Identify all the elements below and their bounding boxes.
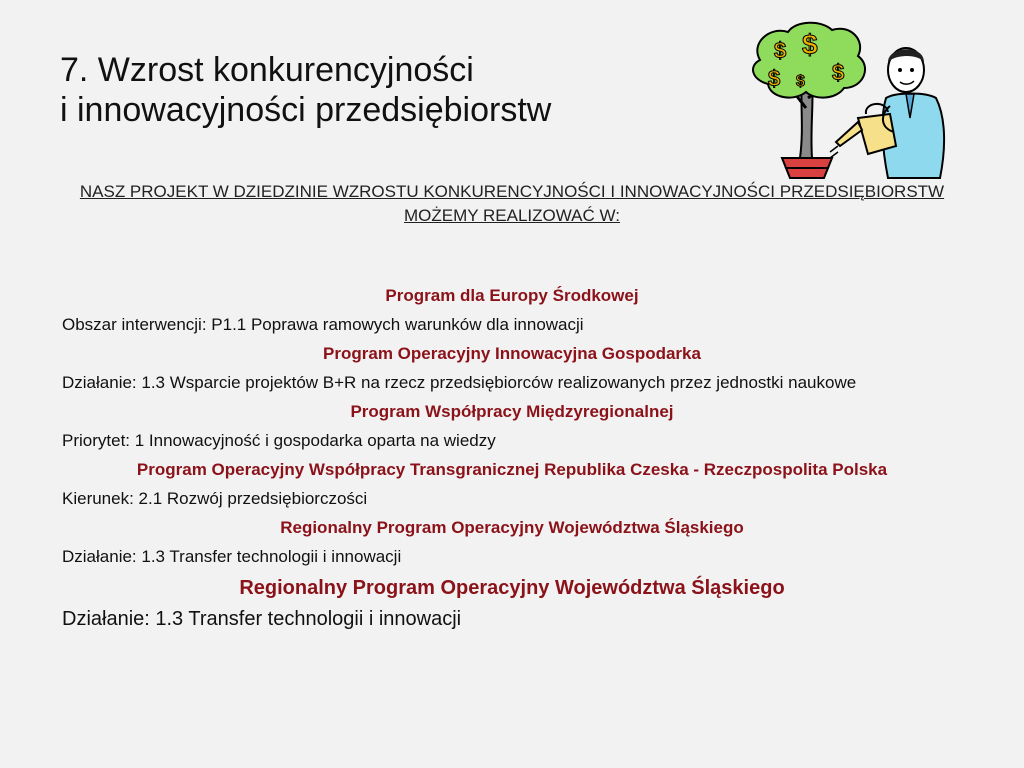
- program-list: [62, 286, 962, 632]
- dollar-sign-3: $: [768, 66, 781, 91]
- dollar-sign-2: $: [802, 29, 818, 60]
- project-intro-line-1: NASZ PROJEKT W DZIEDZINIE WZROSTU KONKURENCYJNOŚCI I INNOWACYJNOŚCI PRZEDSIĘBIORSTW: [79, 182, 945, 201]
- program-name: Regionalny Program Operacyjny Województwa Śląskiego: [239, 577, 785, 599]
- slide-title: [60, 50, 740, 130]
- dollar-sign-5: $: [832, 60, 845, 85]
- program-detail: Obszar interwencji: P1.1 Poprawa ramowych warunków dla innowacji: [62, 315, 584, 334]
- program-detail: Działanie: 1.3 Wsparcie projektów B+R na rzecz przedsiębiorców realizowanych przez jednostki naukowe: [62, 373, 857, 392]
- slide-title-line-2: i innowacyjności przedsiębiorstw: [60, 91, 552, 129]
- program-detail: Działanie: 1.3 Transfer technologii i innowacji: [62, 547, 402, 566]
- slide-title-line-1: 7. Wzrost konkurencyjności: [60, 51, 474, 89]
- program-detail: Działanie: 1.3 Transfer technologii i innowacji: [62, 608, 462, 630]
- program-detail: Priorytet: 1 Innowacyjność i gospodarka oparta na wiedzy: [62, 431, 496, 450]
- dollar-sign-1: $: [774, 38, 787, 63]
- project-intro-line-2: MOŻEMY REALIZOWAĆ W:: [404, 206, 620, 225]
- money-tree-man-watering-icon: [740, 18, 960, 183]
- program-detail: Kierunek: 2.1 Rozwój przedsiębiorczości: [62, 489, 368, 508]
- dollar-sign-4: $: [796, 73, 805, 90]
- program-name: Program Operacyjny Współpracy Transgranicznej Republika Czeska - Rzeczpospolita Polska: [136, 460, 888, 479]
- project-intro: [60, 183, 964, 225]
- program-name: Regionalny Program Operacyjny Województwa Śląskiego: [280, 518, 744, 537]
- program-name: Program dla Europy Środkowej: [385, 286, 639, 305]
- program-name: Program Współpracy Międzyregionalnej: [350, 402, 674, 421]
- program-name: Program Operacyjny Innowacyjna Gospodarka: [323, 344, 701, 363]
